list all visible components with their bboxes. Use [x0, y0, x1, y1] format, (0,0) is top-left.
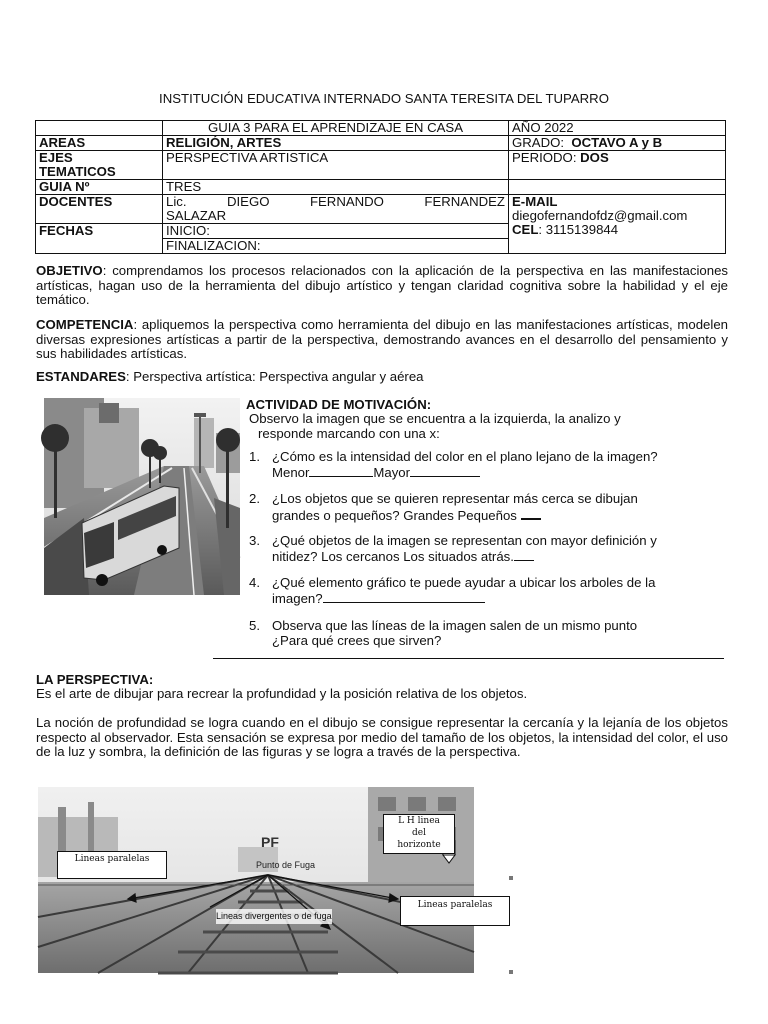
docente-word: FERNANDO — [309, 194, 384, 209]
guide-info-table — [35, 120, 726, 254]
option-mayor: Mayor — [373, 464, 411, 480]
dot-mark — [509, 876, 513, 880]
period-label: PERIODO: — [512, 150, 577, 165]
guia-value: TRES — [163, 180, 509, 195]
answer-blank[interactable] — [514, 549, 534, 561]
guide-title-cell: GUIA 3 PARA EL APRENDIZAJE EN CASA — [163, 121, 509, 136]
lh-line-3: horizonte — [397, 840, 441, 850]
question-text: ¿Qué elemento gráfico te puede ayudar a ubicar los arboles de la — [272, 575, 656, 590]
docente-word: Lic. — [166, 194, 187, 209]
competencia-text: : apliquemos la perspectiva como herramienta del dibujo en las manifestaciones artísticas, modelen diversas expresiones artísticas a partir de la perspectiva, demostrando avances en el desarrollo del pensamiento y sus habilidades artísticas. — [36, 317, 728, 361]
question-5 — [249, 619, 729, 648]
question-1 — [249, 450, 729, 480]
institution-title: INSTITUCIÓN EDUCATIVA INTERNADO SANTA TERESITA DEL TUPARRO — [159, 91, 609, 106]
email-label: E-MAIL — [512, 194, 558, 209]
question-answer-line: ¿Para qué crees que sirven? — [272, 632, 442, 648]
street-bus-photo — [44, 398, 240, 595]
question-4 — [249, 576, 729, 606]
contact-cell — [509, 195, 726, 254]
lh-line-2: del — [412, 828, 426, 838]
docentes-label: DOCENTES — [36, 195, 163, 224]
cel-line — [512, 223, 722, 237]
objetivo-paragraph — [36, 264, 728, 308]
estandares-paragraph — [36, 370, 728, 385]
question-line-2: imagen? — [272, 590, 323, 606]
question-2 — [249, 492, 729, 523]
question-number: 2. — [249, 491, 260, 506]
question-answer-line — [272, 507, 729, 524]
grade-value: OCTAVO A y B — [571, 135, 663, 150]
answer-blank[interactable] — [323, 591, 485, 603]
grade-label: GRADO: — [512, 135, 565, 150]
docente-line-1 — [166, 195, 505, 209]
ejes-label — [36, 151, 163, 180]
ejes-value: PERSPECTIVA ARTISTICA — [163, 151, 509, 180]
year-cell: AÑO 2022 — [509, 121, 726, 136]
question-number: 4. — [249, 575, 260, 590]
pf-label: PF — [261, 834, 279, 850]
docente-value — [163, 195, 509, 224]
areas-value: RELIGIÓN, ARTES — [163, 136, 509, 151]
answer-line[interactable] — [213, 658, 724, 659]
actividad-intro-1: Observo la imagen que se encuentra a la izquierda, la analizo y — [249, 411, 621, 426]
objetivo-label: OBJETIVO — [36, 263, 103, 278]
question-text: ¿Cómo es la intensidad del color en el plano lejano de la imagen? — [272, 449, 658, 464]
question-answer-line — [272, 591, 729, 607]
question-number: 1. — [249, 449, 260, 464]
horizonte-box — [383, 814, 455, 854]
answer-blank[interactable] — [521, 507, 541, 520]
question-line-2: grandes o pequeños? Grandes Pequeños — [272, 507, 521, 523]
inicio-field: INICIO: — [163, 224, 508, 239]
period-value: DOS — [580, 150, 609, 165]
competencia-label: COMPETENCIA — [36, 317, 134, 332]
question-3 — [249, 534, 729, 564]
option-menor: Menor — [272, 464, 310, 480]
fechas-label: FECHAS — [36, 224, 163, 254]
cel-label: CEL — [512, 222, 539, 237]
perspectiva-definition: Es el arte de dibujar para recrear la profundidad y la posición relativa de los objetos. — [36, 686, 528, 701]
ejes-label-1: EJES — [39, 150, 73, 165]
lineas-paralelas-box-right: Lineas paralelas — [400, 896, 510, 926]
areas-label: AREAS — [36, 136, 163, 151]
question-answer-line — [272, 465, 729, 481]
question-number: 5. — [249, 618, 260, 633]
ejes-label-2: TEMATICOS — [39, 164, 116, 179]
question-text: ¿Los objetos que se quieren representar más cerca se dibujan — [272, 491, 638, 506]
answer-blank[interactable] — [410, 465, 480, 477]
finalizacion-field: FINALIZACION: — [166, 238, 261, 253]
estandares-text: : Perspectiva artística: Perspectiva angular y aérea — [125, 369, 424, 384]
perspectiva-title: LA PERSPECTIVA: — [36, 672, 154, 687]
street-bus-illustration — [44, 398, 240, 595]
guia-label: GUIA Nº — [36, 180, 163, 195]
docente-word: FERNANDEZ — [424, 194, 505, 209]
punto-fuga-label: Punto de Fuga — [256, 860, 316, 870]
actividad-intro-2: responde marcando con una x: — [258, 426, 440, 441]
fechas-value — [163, 224, 509, 254]
perspectiva-paragraph: La noción de profundidad se logra cuando en el dibujo se consigue representar la cercanía y la lejanía de los objetos respecto al observador. Esta sensación se expresa por medio del tamaño de los objetos, la intensidad del color, el uso de la luz y sombra, la definición de las figuras y se logra a través de la perspectiva. — [36, 715, 728, 759]
railway-perspective-diagram — [38, 787, 493, 973]
empty-cell — [36, 121, 163, 136]
grade-cell — [509, 136, 726, 151]
email-value: diegofernandofdz@gmail.com — [512, 208, 688, 223]
answer-blank[interactable] — [309, 465, 373, 477]
question-answer-line — [272, 549, 729, 565]
dot-mark — [509, 970, 513, 974]
lh-line-1: L H linea — [398, 816, 440, 826]
period-cell — [509, 151, 726, 180]
estandares-label: ESTANDARES — [36, 369, 126, 384]
question-line-2: nitidez? Los cercanos Los situados atrás. — [272, 548, 514, 564]
competencia-paragraph — [36, 318, 728, 362]
objetivo-text: : comprendamos los procesos relacionados con la aplicación de la perspectiva en las manifestaciones artísticas, hagan uso de la herramienta del dibujo artístico y tengan claridad cognitiva sobre la habilidad y el eje temático. — [36, 263, 728, 307]
actividad-title: ACTIVIDAD DE MOTIVACIÓN: — [246, 397, 432, 412]
guia-empty — [509, 180, 726, 195]
lineas-paralelas-box-left: Lineas paralelas — [57, 851, 167, 879]
cel-value: : 3115139844 — [538, 222, 619, 237]
question-text: Observa que las líneas de la imagen salen de un mismo punto — [272, 618, 638, 633]
question-text: ¿Qué objetos de la imagen se representan con mayor definición y — [272, 533, 657, 548]
docente-word: DIEGO — [226, 194, 270, 209]
question-number: 3. — [249, 533, 260, 548]
divergentes-label: Lineas divergentes o de fuga — [216, 909, 332, 924]
docente-line-2: SALAZAR — [166, 208, 227, 223]
